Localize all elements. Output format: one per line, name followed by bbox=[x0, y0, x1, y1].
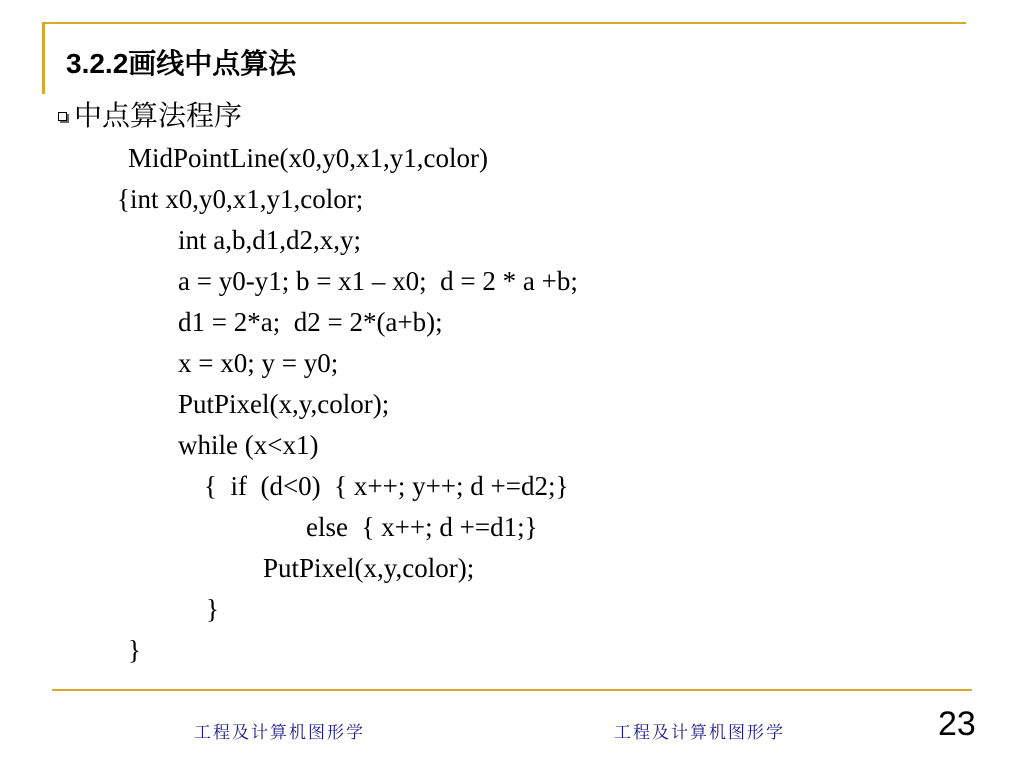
bullet-item bbox=[58, 94, 242, 134]
page-number: 23 bbox=[938, 705, 976, 743]
code-line-3: int a,b,d1,d2,x,y; bbox=[178, 225, 361, 255]
code-line-10: else { x++; d +=d1;} bbox=[306, 512, 538, 542]
code-line-13: } bbox=[128, 635, 141, 665]
slide-title: 3.2.2画线中点算法 bbox=[66, 48, 297, 79]
code-line-11: PutPixel(x,y,color); bbox=[263, 553, 475, 583]
footer-divider bbox=[52, 689, 972, 691]
code-line-9: { if (d<0) { x++; y++; d +=d2;} bbox=[204, 471, 569, 501]
code-line-2: {int x0,y0,x1,y1,color; bbox=[117, 184, 364, 214]
code-line-5: d1 = 2*a; d2 = 2*(a+b); bbox=[178, 307, 443, 337]
code-line-6: x = x0; y = y0; bbox=[178, 348, 339, 378]
bullet-text: 中点算法程序 bbox=[74, 101, 243, 132]
code-line-7: PutPixel(x,y,color); bbox=[178, 389, 390, 419]
code-line-1: MidPointLine(x0,y0,x1,y1,color) bbox=[128, 143, 488, 173]
left-accent-line bbox=[42, 22, 45, 94]
square-bullet-icon bbox=[58, 112, 67, 121]
top-accent-line bbox=[42, 22, 966, 24]
code-line-12: } bbox=[206, 594, 219, 624]
code-line-8: while (x<x1) bbox=[178, 430, 319, 460]
footer-left-text: 工程及计算机图形学 bbox=[194, 723, 365, 743]
footer-right-text: 工程及计算机图形学 bbox=[614, 723, 785, 743]
code-line-4: a = y0-y1; b = x1 – x0; d = 2 * a +b; bbox=[178, 266, 578, 296]
